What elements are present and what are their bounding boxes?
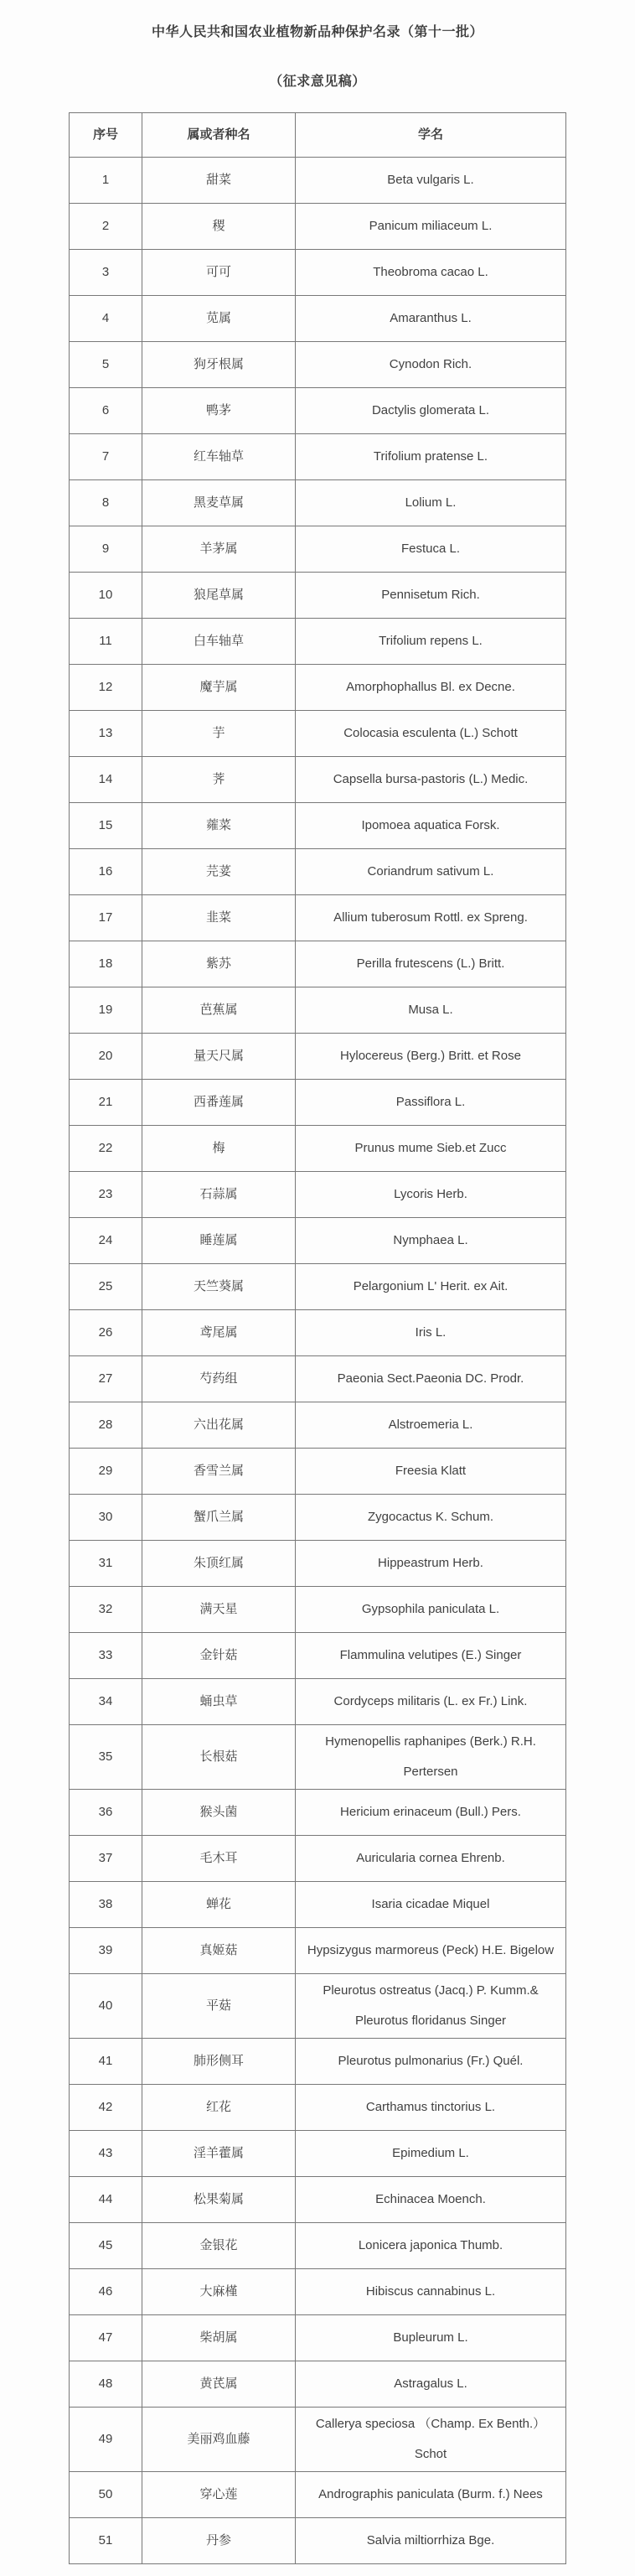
table-row bbox=[70, 803, 566, 849]
table-row bbox=[70, 1974, 566, 2039]
table-row bbox=[70, 480, 566, 526]
genus-or-species-name-cell: 芭蕉属 bbox=[142, 987, 296, 1034]
scientific-name-cell: Andrographis paniculata (Burm. f.) Nees bbox=[296, 2472, 566, 2518]
scientific-name-cell: Cordyceps militaris (L. ex Fr.) Link. bbox=[296, 1679, 566, 1725]
table-row bbox=[70, 1495, 566, 1541]
genus-or-species-name-cell: 苋属 bbox=[142, 296, 296, 342]
genus-or-species-name-cell: 猴头菌 bbox=[142, 1790, 296, 1836]
genus-or-species-name-cell: 长根菇 bbox=[142, 1725, 296, 1790]
scientific-name-cell: Salvia miltiorrhiza Bge. bbox=[296, 2518, 566, 2564]
genus-or-species-name-cell: 西番莲属 bbox=[142, 1080, 296, 1126]
table-row bbox=[70, 895, 566, 941]
scientific-name-cell: Astragalus L. bbox=[296, 2361, 566, 2408]
table-row bbox=[70, 434, 566, 480]
genus-or-species-name-cell: 羊茅属 bbox=[142, 526, 296, 573]
genus-or-species-name-cell: 丹参 bbox=[142, 2518, 296, 2564]
scientific-name-cell: Lycoris Herb. bbox=[296, 1172, 566, 1218]
genus-or-species-name-cell: 天竺葵属 bbox=[142, 1264, 296, 1310]
scientific-name-cell: Isaria cicadae Miquel bbox=[296, 1882, 566, 1928]
genus-or-species-name-cell: 穿心莲 bbox=[142, 2472, 296, 2518]
scientific-name-cell: Lonicera japonica Thumb. bbox=[296, 2223, 566, 2269]
document-subtitle: （征求意见稿） bbox=[269, 74, 366, 89]
genus-or-species-name-cell: 蕹菜 bbox=[142, 803, 296, 849]
scientific-name-cell: Echinacea Moench. bbox=[296, 2177, 566, 2223]
row-number-cell: 33 bbox=[70, 1633, 142, 1679]
row-number-cell: 3 bbox=[70, 250, 142, 296]
table-row bbox=[70, 2361, 566, 2408]
scientific-name-cell: Colocasia esculenta (L.) Schott bbox=[296, 711, 566, 757]
genus-or-species-name-cell: 紫苏 bbox=[142, 941, 296, 987]
table-row bbox=[70, 2177, 566, 2223]
scientific-name-cell: Beta vulgaris L. bbox=[296, 158, 566, 204]
genus-or-species-name-cell: 甜菜 bbox=[142, 158, 296, 204]
row-number-cell: 47 bbox=[70, 2315, 142, 2361]
genus-or-species-name-cell: 芍药组 bbox=[142, 1356, 296, 1402]
row-number-cell: 15 bbox=[70, 803, 142, 849]
row-number-cell: 13 bbox=[70, 711, 142, 757]
row-number-cell: 19 bbox=[70, 987, 142, 1034]
table-row bbox=[70, 158, 566, 204]
table-row bbox=[70, 2408, 566, 2472]
genus-or-species-name-cell: 松果菊属 bbox=[142, 2177, 296, 2223]
genus-or-species-name-cell: 狗牙根属 bbox=[142, 342, 296, 388]
row-number-cell: 50 bbox=[70, 2472, 142, 2518]
genus-or-species-name-cell: 金针菇 bbox=[142, 1633, 296, 1679]
scientific-name-cell: Hippeastrum Herb. bbox=[296, 1541, 566, 1587]
genus-or-species-name-cell: 蛹虫草 bbox=[142, 1679, 296, 1725]
row-number-cell: 12 bbox=[70, 665, 142, 711]
table-row bbox=[70, 1679, 566, 1725]
genus-or-species-name-cell: 毛木耳 bbox=[142, 1836, 296, 1882]
genus-or-species-name-cell: 柴胡属 bbox=[142, 2315, 296, 2361]
table-row bbox=[70, 1882, 566, 1928]
scientific-name-cell: Prunus mume Sieb.et Zucc bbox=[296, 1126, 566, 1172]
scientific-name-cell: Hericium erinaceum (Bull.) Pers. bbox=[296, 1790, 566, 1836]
row-number-cell: 9 bbox=[70, 526, 142, 573]
genus-or-species-name-cell: 黑麦草属 bbox=[142, 480, 296, 526]
scientific-name-cell: Pleurotus pulmonarius (Fr.) Quél. bbox=[296, 2039, 566, 2085]
scientific-name-cell: Festuca L. bbox=[296, 526, 566, 573]
genus-or-species-name-cell: 稷 bbox=[142, 204, 296, 250]
genus-or-species-name-cell: 荠 bbox=[142, 757, 296, 803]
row-number-cell: 51 bbox=[70, 2518, 142, 2564]
row-number-cell: 26 bbox=[70, 1310, 142, 1356]
row-number-cell: 32 bbox=[70, 1587, 142, 1633]
genus-or-species-name-cell: 真姬菇 bbox=[142, 1928, 296, 1974]
table-row bbox=[70, 1264, 566, 1310]
row-number-cell: 17 bbox=[70, 895, 142, 941]
row-number-cell: 6 bbox=[70, 388, 142, 434]
row-number-cell: 11 bbox=[70, 619, 142, 665]
row-number-cell: 1 bbox=[70, 158, 142, 204]
genus-or-species-name-cell: 芫荽 bbox=[142, 849, 296, 895]
table-row bbox=[70, 1310, 566, 1356]
scientific-name-cell: Hylocereus (Berg.) Britt. et Rose bbox=[296, 1034, 566, 1080]
table-row bbox=[70, 2315, 566, 2361]
scientific-name-cell: Zygocactus K. Schum. bbox=[296, 1495, 566, 1541]
row-number-cell: 25 bbox=[70, 1264, 142, 1310]
row-number-cell: 5 bbox=[70, 342, 142, 388]
genus-or-species-name-cell: 美丽鸡血藤 bbox=[142, 2408, 296, 2472]
genus-or-species-name-cell: 满天星 bbox=[142, 1587, 296, 1633]
table-row bbox=[70, 1790, 566, 1836]
row-number-cell: 35 bbox=[70, 1725, 142, 1790]
genus-or-species-name-cell: 量天尺属 bbox=[142, 1034, 296, 1080]
scientific-name-cell: Trifolium pratense L. bbox=[296, 434, 566, 480]
row-number-cell: 46 bbox=[70, 2269, 142, 2315]
scientific-name-cell: Flammulina velutipes (E.) Singer bbox=[296, 1633, 566, 1679]
table-row bbox=[70, 1449, 566, 1495]
table-row bbox=[70, 1725, 566, 1790]
row-number-cell: 42 bbox=[70, 2085, 142, 2131]
scientific-name-cell: Lolium L. bbox=[296, 480, 566, 526]
table-row bbox=[70, 941, 566, 987]
header-cell-scientific-name: 学名 bbox=[296, 113, 566, 158]
genus-or-species-name-cell: 可可 bbox=[142, 250, 296, 296]
table-row bbox=[70, 1172, 566, 1218]
table-row bbox=[70, 987, 566, 1034]
scientific-name-cell: Passiflora L. bbox=[296, 1080, 566, 1126]
table-row bbox=[70, 2472, 566, 2518]
genus-or-species-name-cell: 睡莲属 bbox=[142, 1218, 296, 1264]
header-cell-genus-or-species-name: 属或者种名 bbox=[142, 113, 296, 158]
table-row bbox=[70, 526, 566, 573]
scientific-name-cell: Callerya speciosa （Champ. Ex Benth.）Schot bbox=[296, 2408, 566, 2472]
row-number-cell: 30 bbox=[70, 1495, 142, 1541]
row-number-cell: 34 bbox=[70, 1679, 142, 1725]
genus-or-species-name-cell: 鸭茅 bbox=[142, 388, 296, 434]
scientific-name-cell: Amaranthus L. bbox=[296, 296, 566, 342]
scientific-name-cell: Carthamus tinctorius L. bbox=[296, 2085, 566, 2131]
genus-or-species-name-cell: 六出花属 bbox=[142, 1402, 296, 1449]
row-number-cell: 14 bbox=[70, 757, 142, 803]
genus-or-species-name-cell: 白车轴草 bbox=[142, 619, 296, 665]
scientific-name-cell: Pennisetum Rich. bbox=[296, 573, 566, 619]
row-number-cell: 27 bbox=[70, 1356, 142, 1402]
scientific-name-cell: Freesia Klatt bbox=[296, 1449, 566, 1495]
table-row bbox=[70, 2223, 566, 2269]
table-row bbox=[70, 1034, 566, 1080]
scientific-name-cell: Amorphophallus Bl. ex Decne. bbox=[296, 665, 566, 711]
row-number-cell: 31 bbox=[70, 1541, 142, 1587]
scientific-name-cell: Dactylis glomerata L. bbox=[296, 388, 566, 434]
genus-or-species-name-cell: 韭菜 bbox=[142, 895, 296, 941]
table-row bbox=[70, 757, 566, 803]
document-title: 中华人民共和国农业植物新品种保护名录（第十一批） bbox=[151, 25, 483, 39]
table-row bbox=[70, 342, 566, 388]
scientific-name-cell: Ipomoea aquatica Forsk. bbox=[296, 803, 566, 849]
row-number-cell: 24 bbox=[70, 1218, 142, 1264]
row-number-cell: 40 bbox=[70, 1974, 142, 2039]
table-row bbox=[70, 1836, 566, 1882]
scientific-name-cell: Iris L. bbox=[296, 1310, 566, 1356]
genus-or-species-name-cell: 黄芪属 bbox=[142, 2361, 296, 2408]
row-number-cell: 38 bbox=[70, 1882, 142, 1928]
row-number-cell: 20 bbox=[70, 1034, 142, 1080]
table-row bbox=[70, 2085, 566, 2131]
genus-or-species-name-cell: 淫羊藿属 bbox=[142, 2131, 296, 2177]
scientific-name-cell: Cynodon Rich. bbox=[296, 342, 566, 388]
table-row bbox=[70, 665, 566, 711]
table-row bbox=[70, 2269, 566, 2315]
scientific-name-cell: Capsella bursa-pastoris (L.) Medic. bbox=[296, 757, 566, 803]
scientific-name-cell: Auricularia cornea Ehrenb. bbox=[296, 1836, 566, 1882]
genus-or-species-name-cell: 鸢尾属 bbox=[142, 1310, 296, 1356]
row-number-cell: 10 bbox=[70, 573, 142, 619]
table-row bbox=[70, 296, 566, 342]
genus-or-species-name-cell: 红车轴草 bbox=[142, 434, 296, 480]
genus-or-species-name-cell: 香雪兰属 bbox=[142, 1449, 296, 1495]
scientific-name-cell: Paeonia Sect.Paeonia DC. Prodr. bbox=[296, 1356, 566, 1402]
row-number-cell: 37 bbox=[70, 1836, 142, 1882]
row-number-cell: 28 bbox=[70, 1402, 142, 1449]
genus-or-species-name-cell: 平菇 bbox=[142, 1974, 296, 2039]
row-number-cell: 44 bbox=[70, 2177, 142, 2223]
table-row bbox=[70, 388, 566, 434]
genus-or-species-name-cell: 蝉花 bbox=[142, 1882, 296, 1928]
scientific-name-cell: Panicum miliaceum L. bbox=[296, 204, 566, 250]
row-number-cell: 22 bbox=[70, 1126, 142, 1172]
genus-or-species-name-cell: 肺形侧耳 bbox=[142, 2039, 296, 2085]
table-row bbox=[70, 1080, 566, 1126]
table-row bbox=[70, 849, 566, 895]
genus-or-species-name-cell: 红花 bbox=[142, 2085, 296, 2131]
row-number-cell: 45 bbox=[70, 2223, 142, 2269]
scientific-name-cell: Perilla frutescens (L.) Britt. bbox=[296, 941, 566, 987]
scientific-name-cell: Coriandrum sativum L. bbox=[296, 849, 566, 895]
scientific-name-cell: Pleurotus ostreatus (Jacq.) P. Kumm.& Pleurotus floridanus Singer bbox=[296, 1974, 566, 2039]
row-number-cell: 4 bbox=[70, 296, 142, 342]
table-row bbox=[70, 1402, 566, 1449]
row-number-cell: 2 bbox=[70, 204, 142, 250]
genus-or-species-name-cell: 狼尾草属 bbox=[142, 573, 296, 619]
row-number-cell: 18 bbox=[70, 941, 142, 987]
row-number-cell: 49 bbox=[70, 2408, 142, 2472]
row-number-cell: 21 bbox=[70, 1080, 142, 1126]
scientific-name-cell: Bupleurum L. bbox=[296, 2315, 566, 2361]
row-number-cell: 39 bbox=[70, 1928, 142, 1974]
genus-or-species-name-cell: 蟹爪兰属 bbox=[142, 1495, 296, 1541]
genus-or-species-name-cell: 石蒜属 bbox=[142, 1172, 296, 1218]
row-number-cell: 36 bbox=[70, 1790, 142, 1836]
scientific-name-cell: Hibiscus cannabinus L. bbox=[296, 2269, 566, 2315]
table-body bbox=[70, 158, 566, 2564]
genus-or-species-name-cell: 魔芋属 bbox=[142, 665, 296, 711]
table-row bbox=[70, 2518, 566, 2564]
scientific-name-cell: Hypsizygus marmoreus (Peck) H.E. Bigelow bbox=[296, 1928, 566, 1974]
table-row bbox=[70, 711, 566, 757]
genus-or-species-name-cell: 芋 bbox=[142, 711, 296, 757]
table-row bbox=[70, 1356, 566, 1402]
table-row bbox=[70, 573, 566, 619]
table-row bbox=[70, 250, 566, 296]
scientific-name-cell: Pelargonium L' Herit. ex Ait. bbox=[296, 1264, 566, 1310]
row-number-cell: 48 bbox=[70, 2361, 142, 2408]
table-row bbox=[70, 1587, 566, 1633]
genus-or-species-name-cell: 金银花 bbox=[142, 2223, 296, 2269]
table-row bbox=[70, 1218, 566, 1264]
scientific-name-cell: Gypsophila paniculata L. bbox=[296, 1587, 566, 1633]
scientific-name-cell: Theobroma cacao L. bbox=[296, 250, 566, 296]
row-number-cell: 29 bbox=[70, 1449, 142, 1495]
scientific-name-cell: Hymenopellis raphanipes (Berk.) R.H. Pertersen bbox=[296, 1725, 566, 1790]
row-number-cell: 16 bbox=[70, 849, 142, 895]
table-row bbox=[70, 1928, 566, 1974]
genus-or-species-name-cell: 大麻槿 bbox=[142, 2269, 296, 2315]
table-row bbox=[70, 1633, 566, 1679]
table-row bbox=[70, 2131, 566, 2177]
scientific-name-cell: Nymphaea L. bbox=[296, 1218, 566, 1264]
scientific-name-cell: Allium tuberosum Rottl. ex Spreng. bbox=[296, 895, 566, 941]
row-number-cell: 43 bbox=[70, 2131, 142, 2177]
table-row bbox=[70, 1126, 566, 1172]
scientific-name-cell: Epimedium L. bbox=[296, 2131, 566, 2177]
row-number-cell: 41 bbox=[70, 2039, 142, 2085]
table-header-row bbox=[70, 113, 566, 158]
table-row bbox=[70, 204, 566, 250]
genus-or-species-name-cell: 梅 bbox=[142, 1126, 296, 1172]
table-row bbox=[70, 1541, 566, 1587]
row-number-cell: 23 bbox=[70, 1172, 142, 1218]
row-number-cell: 7 bbox=[70, 434, 142, 480]
table-row bbox=[70, 2039, 566, 2085]
scientific-name-cell: Trifolium repens L. bbox=[296, 619, 566, 665]
scientific-name-cell: Musa L. bbox=[296, 987, 566, 1034]
genus-or-species-name-cell: 朱顶红属 bbox=[142, 1541, 296, 1587]
header-cell-number: 序号 bbox=[70, 113, 142, 158]
scientific-name-cell: Alstroemeria L. bbox=[296, 1402, 566, 1449]
table-row bbox=[70, 619, 566, 665]
species-table bbox=[69, 112, 566, 2564]
row-number-cell: 8 bbox=[70, 480, 142, 526]
